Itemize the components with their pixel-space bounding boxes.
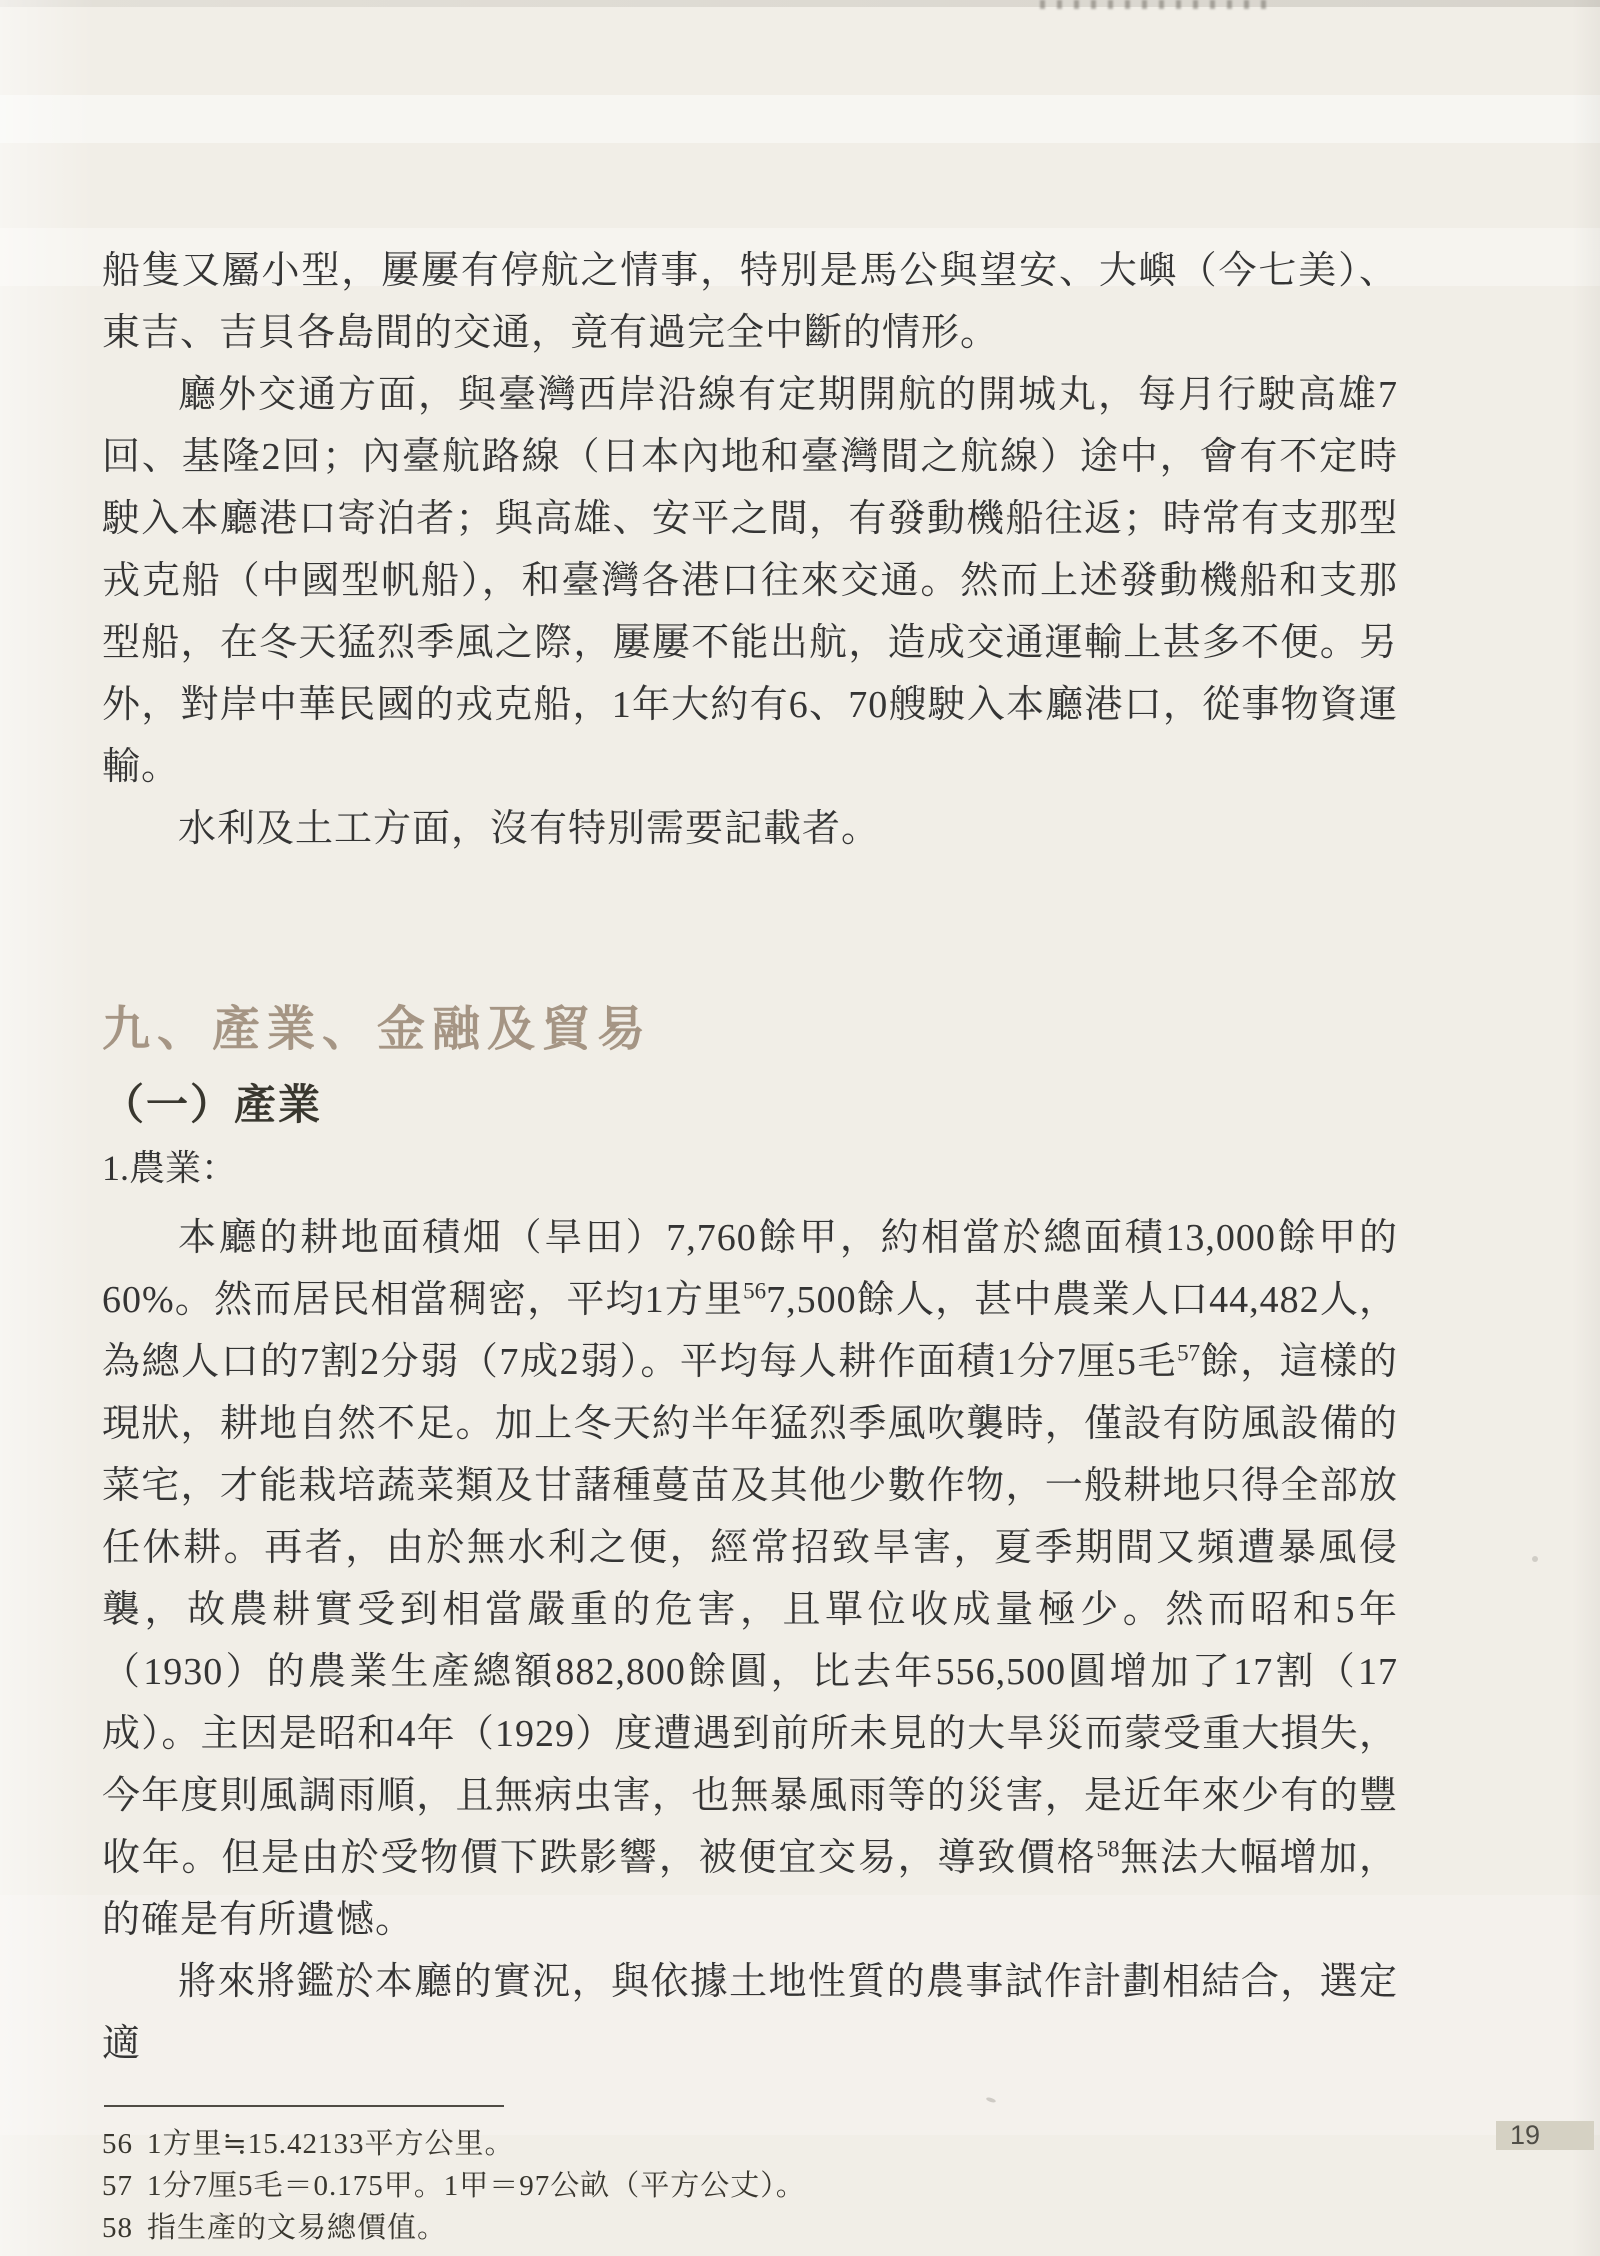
paragraph-future-plan: 將來將鑑於本廳的實況，與依據土地性質的農事試作計劃相結合，選定適 xyxy=(102,1961,1398,2065)
scan-speck xyxy=(1532,1556,1538,1562)
scan-top-smudge xyxy=(1040,0,1275,9)
sub-heading-industry: （一）產業 xyxy=(102,1081,323,1128)
footnote-number: 57 xyxy=(102,2170,133,2202)
footnote-56 xyxy=(102,2123,1398,2165)
footnote-text: 指生產的文易總價值。 xyxy=(147,2212,448,2244)
section-heading-industry-finance-trade: 九、產業、金融及貿易 xyxy=(102,1003,653,1056)
paragraph-waterworks: 水利及土工方面，沒有特別需要記載者。 xyxy=(178,808,881,850)
paragraph-transport: 廳外交通方面，與臺灣西岸沿線有定期開航的開城丸，每月行駛高雄7回、基隆2回；內臺航路線（日本內地和臺灣間之航線）途中，會有不定時駛入本廳港口寄泊者；與高雄、安平之間，有發動機船往返；時常有支那型戎克船（中國型帆船），和臺灣各港口往來交通。然而上述發動機船和支那型船，在冬天猛烈季風之際，屢屢不能出航，造成交通運輸上甚多不便。另外，對岸中華民國的戎克船，1年大約有6、70艘駛入本廳港口，從事物資運輸。 xyxy=(102,374,1398,788)
paragraph-continuation: 船隻又屬小型，屢屢有停航之情事，特別是馬公與望安、大嶼（今七美）、東吉、吉貝各島間的交通，竟有過完全中斷的情形。 xyxy=(102,250,1398,354)
page-number-badge: 19 xyxy=(1496,2121,1594,2150)
scan-light-band xyxy=(0,95,1600,143)
paragraph-agriculture: 本廳的耕地面積畑（旱田）7,760餘甲，約相當於總面積13,000餘甲的60%。然而居民相當稠密，平均1方里$^{56}$7,500餘人，甚中農業人口44,482人，為總人口的7割2分弱（7成2弱）。平均每人耕作面積1分7厘5毛$^{57}$餘，這樣的現狀，耕地自然不足。加上冬天約半年猛烈季風吹襲時，僅設有防風設備的菜宅，才能栽培蔬菜類及甘藷種蔓苗及其他少數作物，一般耕地只得全部放任休耕。再者，由於無水利之便，經常招致旱害，夏季期間又頻遭暴風侵襲，故農耕實受到相當嚴重的危害，且單位收成量極少。然而昭和5年（1930）的農業生產總額882,800餘圓，比去年556,500圓增加了17割（17成）。主因是昭和4年（1929）度遭遇到前所未見的大旱災而蒙受重大損失，今年度則風調雨順，且無病虫害，也無暴風雨等的災害，是近年來少有的豐收年。但是由於受物價下跌影響，被便宜交易，導致價格$^{58}$無法大幅增加，的確是有所遺憾。 xyxy=(102,1217,1398,1941)
footnote-reference: 57 xyxy=(1177,1340,1201,1366)
footnote-57 xyxy=(102,2165,1398,2207)
footnote-text: 1分7厘5毛＝0.175甲。1甲＝97公畝（平方公丈）。 xyxy=(147,2170,806,2202)
footnote-text: 1方里≒15.42133平方公里。 xyxy=(147,2128,515,2160)
text-column xyxy=(102,240,1398,2249)
footnote-number: 56 xyxy=(102,2128,133,2160)
scan-right-edge xyxy=(1572,0,1600,2256)
item-heading-agriculture: 1.農業： xyxy=(102,1148,238,1188)
footnote-block xyxy=(102,2123,1398,2249)
scan-top-edge xyxy=(0,0,1600,7)
footnote-reference: 56 xyxy=(743,1278,767,1304)
scan-left-edge xyxy=(0,0,95,2256)
footnote-divider xyxy=(104,2105,504,2107)
footnote-reference: 58 xyxy=(1096,1836,1120,1862)
footnote-number: 58 xyxy=(102,2212,133,2244)
footnote-58 xyxy=(102,2207,1398,2249)
